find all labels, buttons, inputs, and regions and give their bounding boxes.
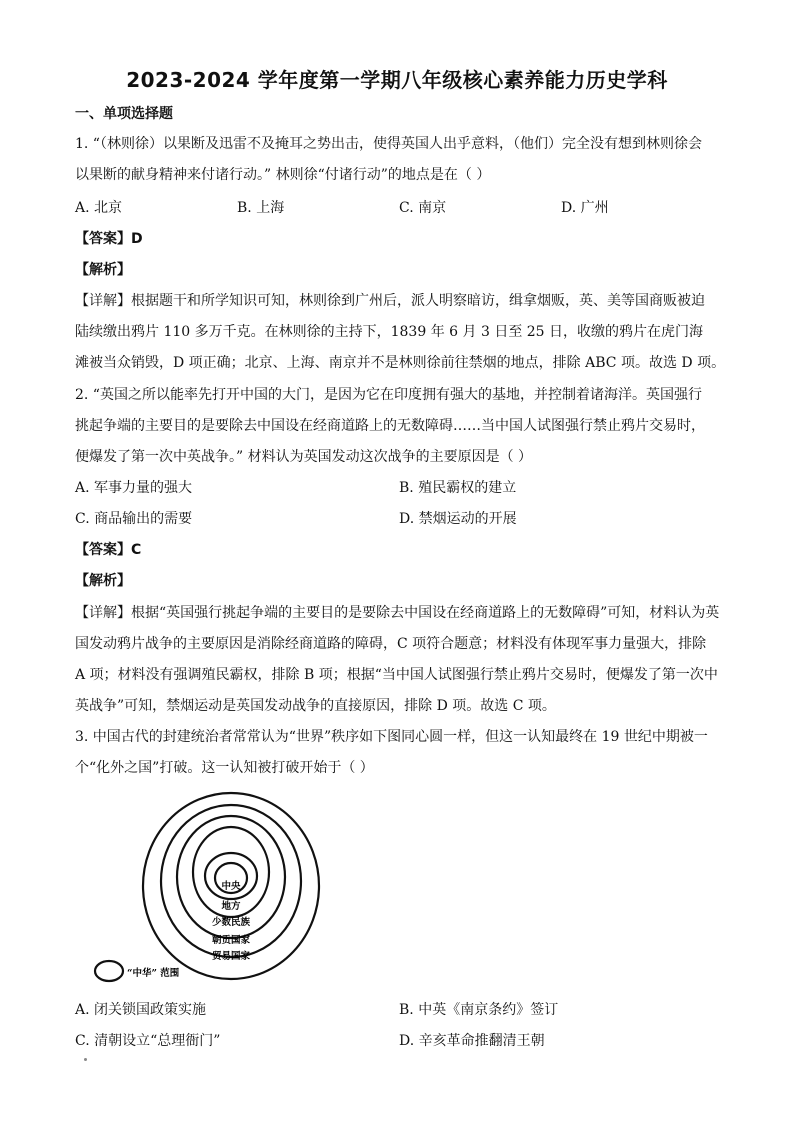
ring-label-tributary: 朝贡国家 [211, 935, 251, 946]
ring-label-local: 地方 [221, 901, 241, 912]
q1-option-c: C. 南京 [399, 200, 447, 216]
legend-circle [95, 961, 123, 981]
q1-option-b: B. 上海 [237, 200, 285, 216]
q2-option-c: C. 商品输出的需要 [75, 511, 193, 527]
q1-stem-line-1: 1. “（林则徐）以果断及迅雷不及掩耳之势出击，使得英国人出乎意料，（他们）完全没有想到林则徐会 [75, 136, 702, 152]
q1-option-a: A. 北京 [75, 200, 123, 216]
legend-label: “中华” 范围 [127, 968, 180, 979]
q1-stem-line-2: 以果断的献身精神来付诸行动。” 林则徐“付诸行动”的地点是在（ ） [75, 167, 491, 183]
q3-stem-line-2: 个“化外之国”打破。这一认知被打破开始于（ ） [75, 760, 374, 776]
q2-detail-line-3: A 项；材料没有强调殖民霸权，排除 B 项；根据“当中国人试图强行禁止鸦片交易时，便爆发了第一次中 [75, 667, 718, 683]
section-heading: 一、单项选择题 [75, 106, 173, 122]
stray-dot [84, 1058, 87, 1061]
q2-detail-line-4: 英战争”可知，禁烟运动是英国发动战争的直接原因，排除 D 项。故选 C 项。 [75, 698, 556, 714]
q2-option-b: B. 殖民霸权的建立 [399, 480, 517, 496]
q1-detail-line-1: 【详解】根据题干和所学知识可知，林则徐到广州后，派人明察暗访，缉拿烟贩，英、美等国商贩被迫 [75, 293, 705, 309]
ring-label-center: 中央 [221, 881, 241, 892]
ring-label-minorities: 少数民族 [211, 917, 251, 928]
q3-option-b: B. 中英《南京条约》签订 [399, 1002, 559, 1018]
q2-stem-line-2: 挑起争端的主要目的是要除去中国设在经商道路上的无数障碍……当中国人试图强行禁止鸦片交易时， [75, 418, 705, 434]
concentric-circle-diagram [88, 788, 328, 988]
q1-answer: 【答案】D [75, 231, 143, 247]
q2-stem-line-3: 便爆发了第一次中英战争。” 材料认为英国发动这次战争的主要原因是（ ） [75, 449, 533, 465]
q3-option-d: D. 辛亥革命推翻清王朝 [399, 1033, 545, 1049]
q2-option-d: D. 禁烟运动的开展 [399, 511, 517, 527]
q3-option-c: C. 清朝设立“总理衙门” [75, 1033, 221, 1049]
q2-detail-line-2: 国发动鸦片战争的主要原因是消除经商道路的障碍，C 项符合题意；材料没有体现军事力量强大，排除 [75, 636, 707, 652]
q2-answer: 【答案】C [75, 542, 142, 558]
q3-option-a: A. 闭关锁国政策实施 [75, 1002, 207, 1018]
q3-stem-line-1: 3. 中国古代的封建统治者常常认为“世界”秩序如下图同心圆一样，但这一认知最终在 19 世纪中期被一 [75, 729, 708, 745]
q1-option-d: D. 广州 [561, 200, 609, 216]
q1-detail-line-3: 滩被当众销毁，D 项正确；北京、上海、南京并不是林则徐前往禁烟的地点，排除 ABC 项。故选 D 项。 [75, 355, 726, 371]
q2-analysis-heading: 【解析】 [75, 573, 131, 589]
q2-stem-line-1: 2. “英国之所以能率先打开中国的大门，是因为它在印度拥有强大的基地，并控制着诸海洋。英国强行 [75, 387, 702, 403]
q1-analysis-heading: 【解析】 [75, 262, 131, 278]
q2-detail-line-1: 【详解】根据“英国强行挑起争端的主要目的是要除去中国设在经商道路上的无数障碍”可知，材料认为英 [75, 605, 720, 621]
q2-option-a: A. 军事力量的强大 [75, 480, 193, 496]
ring-label-trade: 贸易国家 [211, 951, 251, 962]
page-title: 2023-2024 学年度第一学期八年级核心素养能力历史学科 [126, 68, 668, 92]
q1-detail-line-2: 陆续缴出鸦片 110 多万千克。在林则徐的主持下，1839 年 6 月 3 日至 25 日，收缴的鸦片在虎门海 [75, 324, 704, 340]
